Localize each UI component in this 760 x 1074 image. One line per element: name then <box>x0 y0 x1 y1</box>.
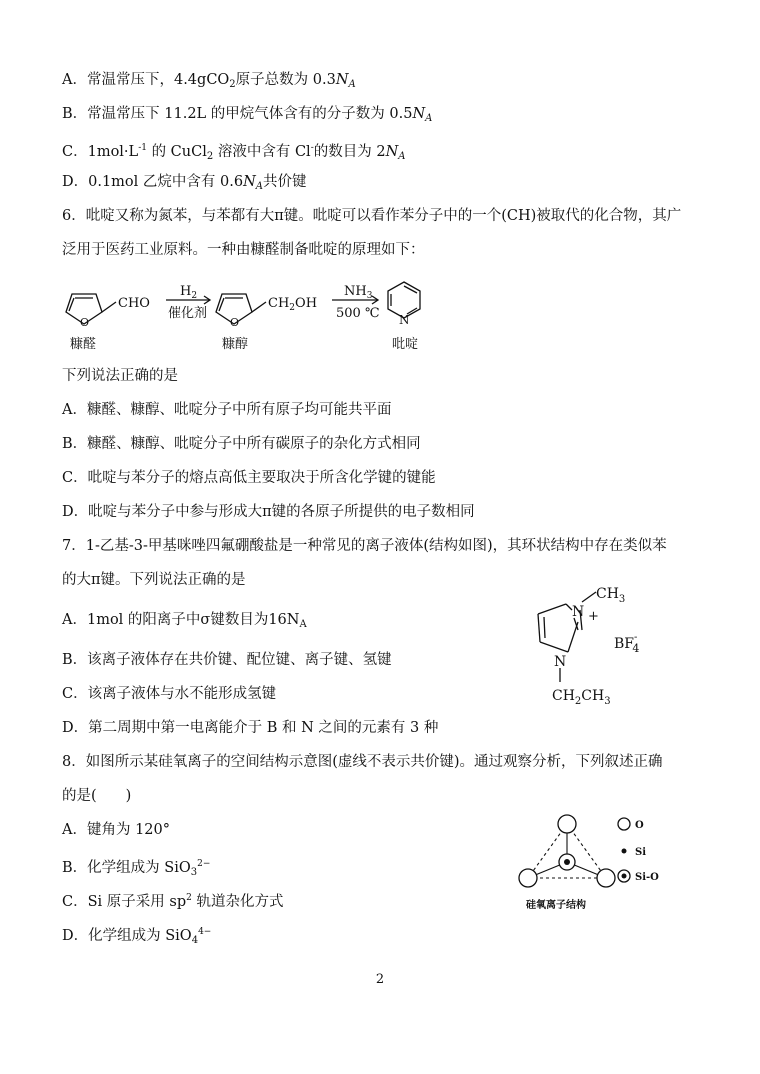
ethyl-label: $CH_2CH_3$ <box>552 688 611 707</box>
q7-option-d: D．第二周期中第一电离能介于 B 和 N 之间的元素有 3 种 <box>62 720 439 736</box>
o-atom-left <box>519 869 537 887</box>
name-furfuryl-alcohol: 糠醇 <box>222 337 249 352</box>
diagram-caption: 硅氧离子结构 <box>526 900 586 911</box>
q6-stem-line2: 泛用于医药工业原料。一种由糠醛制备吡啶的原理如下： <box>62 242 425 258</box>
q8-silicate-structure <box>516 806 676 918</box>
q5-option-d: D．0.1mol 乙烷中含有 $0.6N_A$共价键 <box>62 174 307 192</box>
q7-option-a: A．1mol 的阳离子中σ键数目为$16N_A$ <box>62 612 307 630</box>
q6-reaction-scheme <box>60 276 440 356</box>
o-atom-right <box>597 869 615 887</box>
q7-option-c: C．该离子液体与水不能形成氢键 <box>62 686 277 702</box>
legend-o-circle <box>618 818 630 830</box>
name-pyridine: 吡啶 <box>392 337 419 352</box>
q7-option-b: B．该离子液体存在共价键、配位键、离子键、氢键 <box>62 652 392 668</box>
q6-stem-line1: 6．吡啶又称为氮苯，与苯都有大π键。吡啶可以看作苯分子中的一个(CH)被取代的化合物，其广 <box>62 208 682 224</box>
legend-sio: Si-O <box>635 872 659 883</box>
q7-stem-line1: 7．1-乙基-3-甲基咪唑四氟硼酸盐是一种常见的离子液体(结构如图)，其环状结构中存在类似苯 <box>62 538 667 554</box>
name-furfural: 糠醛 <box>70 337 97 352</box>
methyl-label: $CH_3$ <box>596 586 626 605</box>
ch2oh-label: $CH_2OH$ <box>268 296 318 313</box>
furan2-o: O <box>230 316 240 329</box>
q8-option-b: B．化学组成为 SiO$_3^{2-}$ <box>62 859 211 878</box>
h2-label: $H_2$ <box>180 284 198 301</box>
cho-label: CHO <box>118 296 150 311</box>
q8-stem-line2: 的是( ) <box>62 788 132 804</box>
catalyst-label: 催化剂 <box>168 306 208 321</box>
furan1-o: O <box>80 316 90 329</box>
q6-option-a: A．糠醛、糠醇、吡啶分子中所有原子均可能共平面 <box>62 402 392 418</box>
q5-option-c: C．$1mol\cdot L^{-1}$ 的 CuCl$_2$ 溶液中含有 Cl-的数目为 $2N_A$ <box>62 143 406 162</box>
nh3-label: $NH_3$ <box>344 284 373 301</box>
q5-option-a: A．常温常压下，4.4gCO$_2$原子总数为 $0.3N_A$ <box>62 72 356 90</box>
q6-option-d: D．吡啶与苯分子中参与形成大π键的各原子所提供的电子数相同 <box>62 504 475 520</box>
q8-option-a: A．键角为 120° <box>62 822 171 838</box>
legend-si: Si <box>635 847 647 858</box>
q6-ask: 下列说法正确的是 <box>62 368 178 384</box>
n-top: N <box>572 604 585 620</box>
o-atom-top <box>558 815 576 833</box>
pyridine-n: N <box>399 313 410 327</box>
q7-ionic-liquid-structure <box>520 580 680 710</box>
page-number: 2 <box>375 972 385 987</box>
q6-option-c: C．吡啶与苯分子的熔点高低主要取决于所含化学键的键能 <box>62 470 436 486</box>
legend-si-dot <box>622 849 627 854</box>
legend-o: O <box>635 820 644 831</box>
q8-option-c: C．Si 原子采用 $sp^2$ 轨道杂化方式 <box>62 893 284 910</box>
q5-option-b: B．常温常压下 11.2L 的甲烷气体含有的分子数为 $0.5N_A$ <box>62 106 433 124</box>
q8-option-d: D．化学组成为 SiO$_4^{4-}$ <box>62 927 212 946</box>
q8-stem-line1: 8．如图所示某硅氧离子的空间结构示意图(虚线不表示共价键)。通过观察分析，下列叙述正确 <box>62 754 663 770</box>
plus-charge: + <box>588 609 599 624</box>
n-bottom: N <box>554 654 567 670</box>
temp-label: 500 ℃ <box>336 306 380 321</box>
q7-stem-line2: 的大π键。下列说法正确的是 <box>62 572 246 588</box>
bf4-label: BF-4 <box>614 632 640 655</box>
q6-option-b: B．糠醛、糠醇、吡啶分子中所有碳原子的杂化方式相同 <box>62 436 421 452</box>
